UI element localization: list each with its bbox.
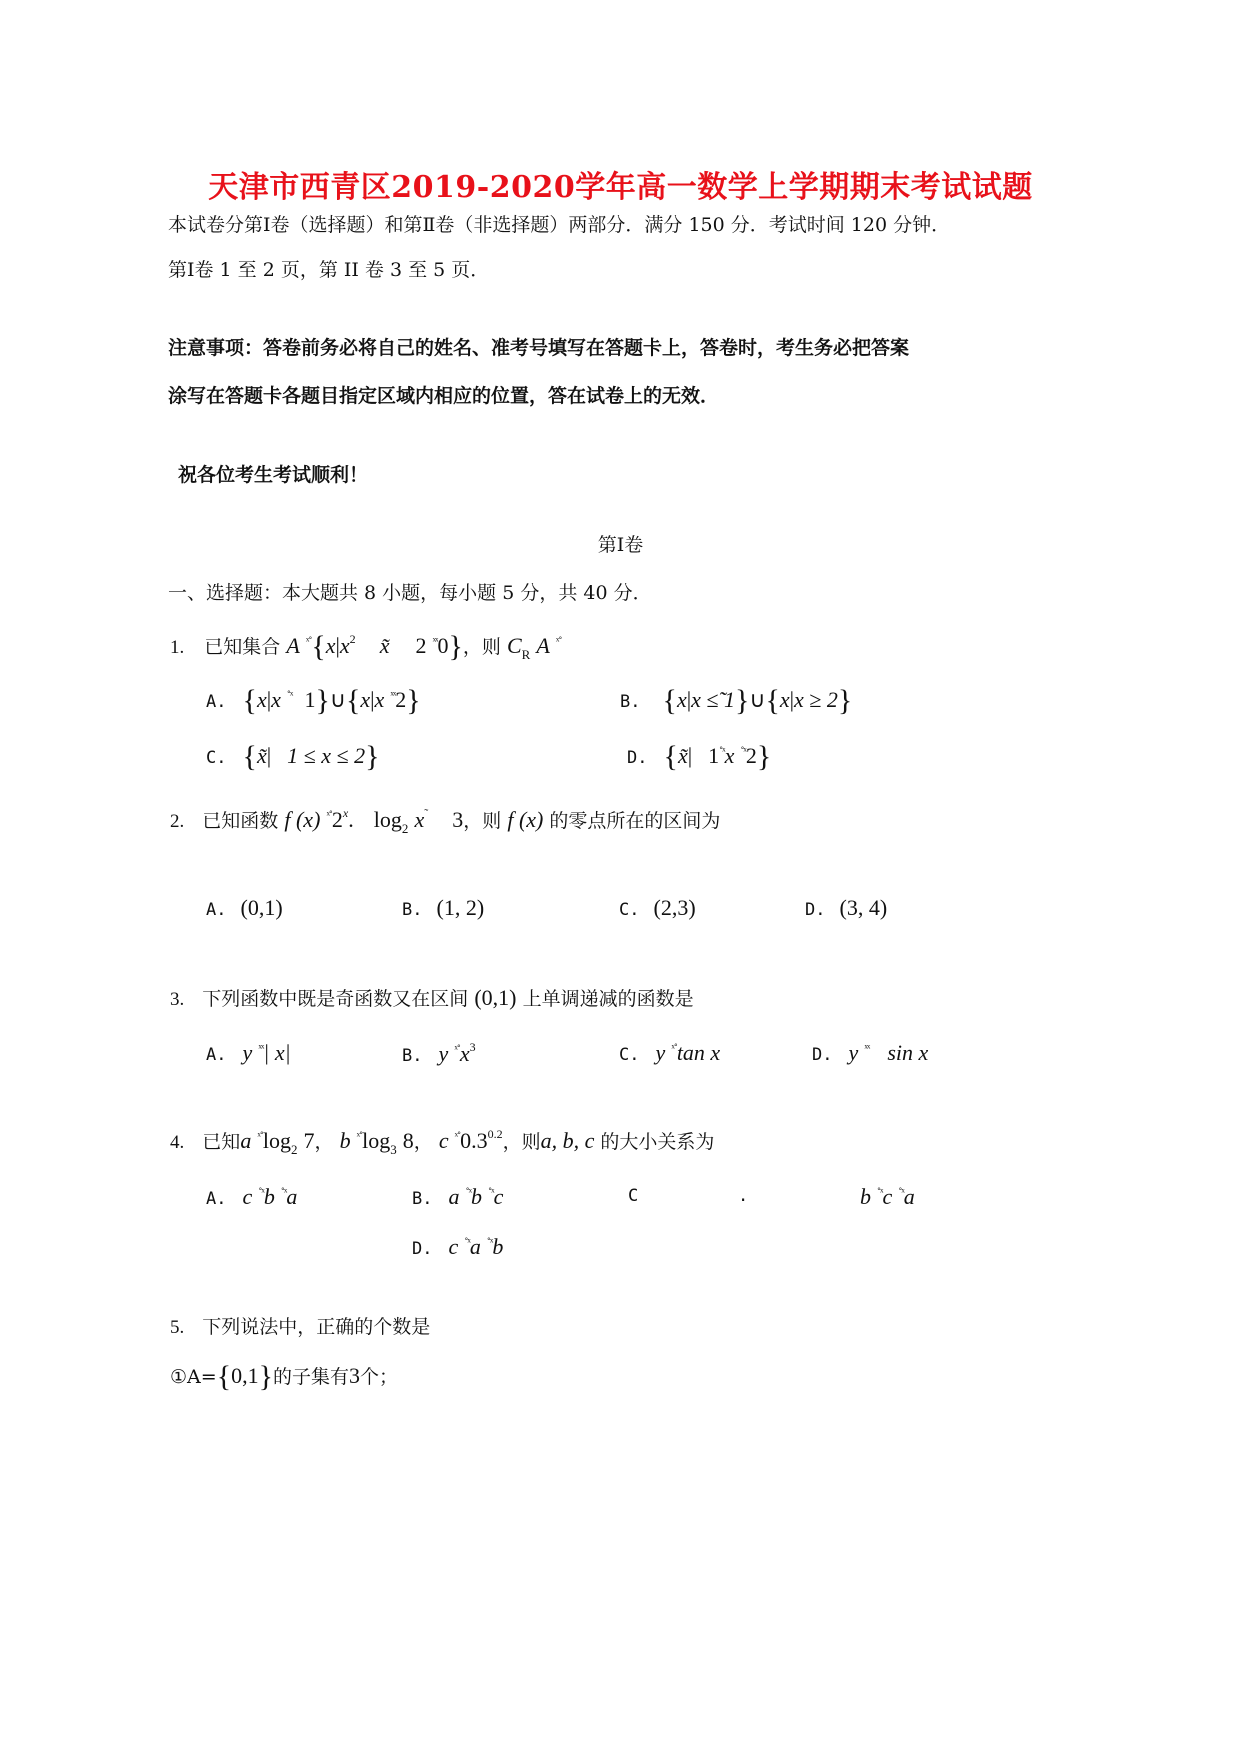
notice-line-2: 涂写在答题卡各题目指定区域内相应的位置，答在试卷上的无效． [168,385,720,407]
variable: a [469,1234,481,1259]
variable: b [263,1184,275,1209]
exponent: x [342,806,349,820]
statement-text: 的子集有 [273,1366,350,1388]
number: 1 [304,687,316,712]
q3-option-b[interactable] [402,1040,476,1067]
number: 0.3 [460,1128,488,1153]
interval: (0,1) [474,985,517,1010]
number: 3 [349,1363,361,1388]
log-symbol: log [362,1128,391,1153]
question-number: 4. [170,1132,185,1153]
glyph-symbol: ˣ˚ [555,634,562,648]
question-text: 已知集合 [204,636,281,658]
notice-line-1: 注意事项：答卷前务必将自己的姓名、准考号填写在答题卡上，答卷时，考生务必把答案 [168,337,910,359]
subscript: 3 [390,1142,397,1157]
number: 7 [303,1128,315,1153]
option-label: A. [206,1045,227,1065]
q4-option-b[interactable] [412,1184,503,1210]
q2-option-b[interactable] [402,895,484,921]
intro-line-1: 本试卷分第Ⅰ卷（选择题）和第Ⅱ卷（非选择题）两部分．满分 150 分．考试时间 120 分钟． [168,214,951,236]
q2-option-d[interactable] [805,895,887,921]
glyph-symbol: ˣ˚ [454,1129,461,1143]
brace: { [242,684,257,717]
question-4 [170,1127,714,1158]
glyph-symbol: ˚ˣ [877,1185,883,1199]
glyph-symbol: ˚ˣ [740,744,746,758]
bar: | [687,743,693,768]
variables: a, b, c [540,1128,595,1153]
punctuation: ， [314,1131,334,1153]
brace: { [216,1360,232,1393]
option-value: (3, 4) [839,895,888,920]
option-label: D. [812,1045,833,1065]
variable: x [271,687,281,712]
q5-statement-1 [170,1360,398,1394]
variable: c [882,1184,893,1209]
number: 2 [745,743,757,768]
variable: x [724,743,735,768]
exponent: 0.2 [487,1127,503,1141]
union-symbol: ∪ [329,687,346,712]
variable: x̃ [677,743,688,768]
glyph-symbol: ˚ˣ [488,1185,494,1199]
glyph-symbol: ˣ˚ [356,1129,363,1143]
option-label: D. [627,748,648,768]
option-expression: x [459,1041,470,1066]
function-expression: f (x) [507,807,544,832]
glyph-symbol: ˣ˚ [257,1129,263,1143]
question-text: 下列说法中，正确的个数是 [202,1316,431,1338]
bar: | [266,743,272,768]
variable: x [676,687,687,712]
brace: { [311,630,326,663]
brace: { [663,740,678,773]
brace: } [365,740,380,773]
glyph-symbol: ˚ˣ [280,1185,287,1199]
question-1 [170,630,561,664]
brace: { [345,684,361,717]
bar: | [686,687,692,712]
q3-option-c[interactable] [619,1040,720,1066]
brace: } [315,684,330,717]
bar: | [370,687,375,712]
number: 8 [402,1128,414,1153]
glyph-symbol: ˣ˚ [454,1042,460,1056]
option-value: (0,1) [240,895,283,920]
variable: x [339,633,350,658]
set-elements: 0,1 [231,1363,259,1388]
subscript: 2 [290,1142,298,1157]
option-label: B. [412,1189,433,1209]
number: 2 [331,807,343,832]
variable: b [339,1128,351,1153]
variable: a [286,1184,298,1209]
number: 2 [415,633,427,658]
bar: | [266,687,272,712]
brace: } [756,740,772,773]
variable: x [414,807,425,832]
brace: { [662,684,677,717]
log-symbol: log [262,1128,291,1153]
question-number: 5. [170,1317,185,1338]
q2-option-c[interactable] [619,895,696,921]
option-expression: sin x [887,1040,929,1065]
subscript: R [521,647,531,662]
option-label: C. [206,748,227,768]
variable: x [360,687,371,712]
statement-text: 个； [360,1366,399,1388]
variable: y [242,1040,253,1065]
variable: b [860,1184,871,1209]
brace: } [448,630,463,663]
set-symbol: A [286,633,300,658]
brace: } [258,1360,273,1393]
question-text: ，则 [462,636,501,658]
option-label: D. [805,900,826,920]
glyph-symbol: ˣˣ [390,688,396,702]
question-text: 的大小关系为 [600,1131,715,1153]
glyph-symbol: ˚ˣ [465,1185,472,1199]
variable: y [848,1040,859,1065]
variable: b [471,1184,483,1209]
glyph-symbol: ˣˣ [864,1041,870,1055]
option-label: D. [412,1239,433,1259]
q3-option-a[interactable] [206,1040,291,1066]
variable: y [655,1040,666,1065]
option-label: . [738,1186,749,1206]
variable: x [779,687,790,712]
q4-option-c[interactable] [860,1184,915,1210]
q4-option-d[interactable] [412,1234,503,1260]
number: 0 [437,633,449,658]
option-expression: | x| [263,1040,291,1065]
option-label: B. [620,692,641,712]
variable: a [448,1184,460,1209]
variable: x [374,687,385,712]
option-label: C [628,1186,639,1206]
brace: { [242,740,257,773]
q4-option-c-dot [738,1184,748,1206]
q1-option-c[interactable] [206,740,379,774]
exponent: 2 [349,632,356,646]
union-symbol: ∪ [749,687,766,712]
brace: } [734,684,750,717]
option-value: (1, 2) [436,895,485,920]
page-title: 天津市西青区2019-2020学年高一数学上学期期末考试试题 [208,170,1033,205]
variable: x [256,687,267,712]
question-3 [170,984,694,1011]
variable: x [325,633,336,658]
part-heading: 第Ⅰ卷 [597,534,644,556]
wish-text: 祝各位考生考试顺利！ [178,464,369,486]
variable: a [240,1128,252,1153]
variable: c [448,1234,459,1259]
glyph-symbol: ˚ˣ [486,1235,493,1249]
variable: c [438,1128,449,1153]
glyph-symbol: ˚ˣ [464,1235,470,1249]
glyph-symbol: ˣ˚ [305,634,312,648]
question-text: 的零点所在的区间为 [549,810,721,832]
glyph-symbol: ˣ˚ [326,808,332,822]
variable: a [903,1184,915,1209]
question-text: ，则 [502,1131,541,1153]
complement-symbol: C [506,633,522,658]
q4-option-a[interactable] [206,1184,297,1210]
q3-option-d[interactable] [812,1040,928,1066]
punctuation: ， [413,1131,433,1153]
option-expression: tan x [676,1040,721,1065]
variable: y [438,1041,449,1066]
q1-option-b[interactable] [620,684,852,718]
option-label: C. [619,1045,640,1065]
question-number: 2. [170,811,185,832]
variable: c [493,1184,504,1209]
option-label: A. [206,692,227,712]
question-2 [170,806,720,837]
number: 3 [452,807,464,832]
number: 1 [708,743,720,768]
question-5 [170,1312,430,1339]
option-label: B. [402,1046,423,1066]
question-text: 已知函数 [202,810,279,832]
set-symbol: A [536,633,550,658]
q1-option-a[interactable] [206,684,421,718]
glyph-symbol: ˚ˣ [898,1185,904,1199]
number: 2 [395,687,407,712]
inequality: x ≤̃ 1 [691,687,735,712]
bar: | [789,687,795,712]
q2-option-a[interactable] [206,895,283,921]
glyph-symbol: ˚ˣ [286,688,293,702]
exponent: 3 [469,1040,476,1054]
glyph-symbol: ˣ˚ [671,1041,677,1055]
glyph-symbol: ˚ˣ [719,744,725,758]
intro-line-2: 第Ⅰ卷 1 至 2 页，第 II 卷 3 至 5 页． [168,259,490,281]
question-text: ，则 [463,810,502,832]
question-number: 3. [170,989,185,1010]
glyph-symbol: ˚ˣ [258,1185,264,1199]
glyph-symbol: ˜ [424,806,429,820]
q1-option-d[interactable] [627,740,771,774]
subscript: 2 [401,821,409,836]
variable: b [492,1234,504,1259]
function-expression: f (x) [284,807,321,832]
log-symbol: log [373,807,402,832]
question-text: 上单调递减的函数是 [522,988,694,1010]
variable: c [242,1184,253,1209]
variable: x̃ [256,743,267,768]
question-text: 下列函数中既是奇函数又在区间 [202,988,469,1010]
inequality: x ≥ 2 [794,687,838,712]
glyph-symbol: . [348,807,354,832]
option-value: (2,3) [653,895,696,920]
question-text: 已知 [202,1131,241,1153]
option-label: C. [619,900,640,920]
q4-option-c-label[interactable] [628,1184,638,1206]
question-number: 1. [170,637,185,658]
bar: | [335,633,340,658]
section-heading: 一、选择题：本大题共 8 小题，每小题 5 分，共 40 分． [168,582,652,604]
option-label: B. [402,900,423,920]
statement-text: ①A= [170,1366,217,1388]
brace: } [406,684,421,717]
glyph-symbol: ˣˣ [432,634,438,648]
option-label: A. [206,900,227,920]
option-label: A. [206,1189,227,1209]
variable: x̃ [379,633,390,658]
brace: { [765,684,780,717]
inequality: 1 ≤ x ≤ 2 [287,743,366,768]
brace: } [837,684,853,717]
glyph-symbol: ˣˣ [258,1041,264,1055]
